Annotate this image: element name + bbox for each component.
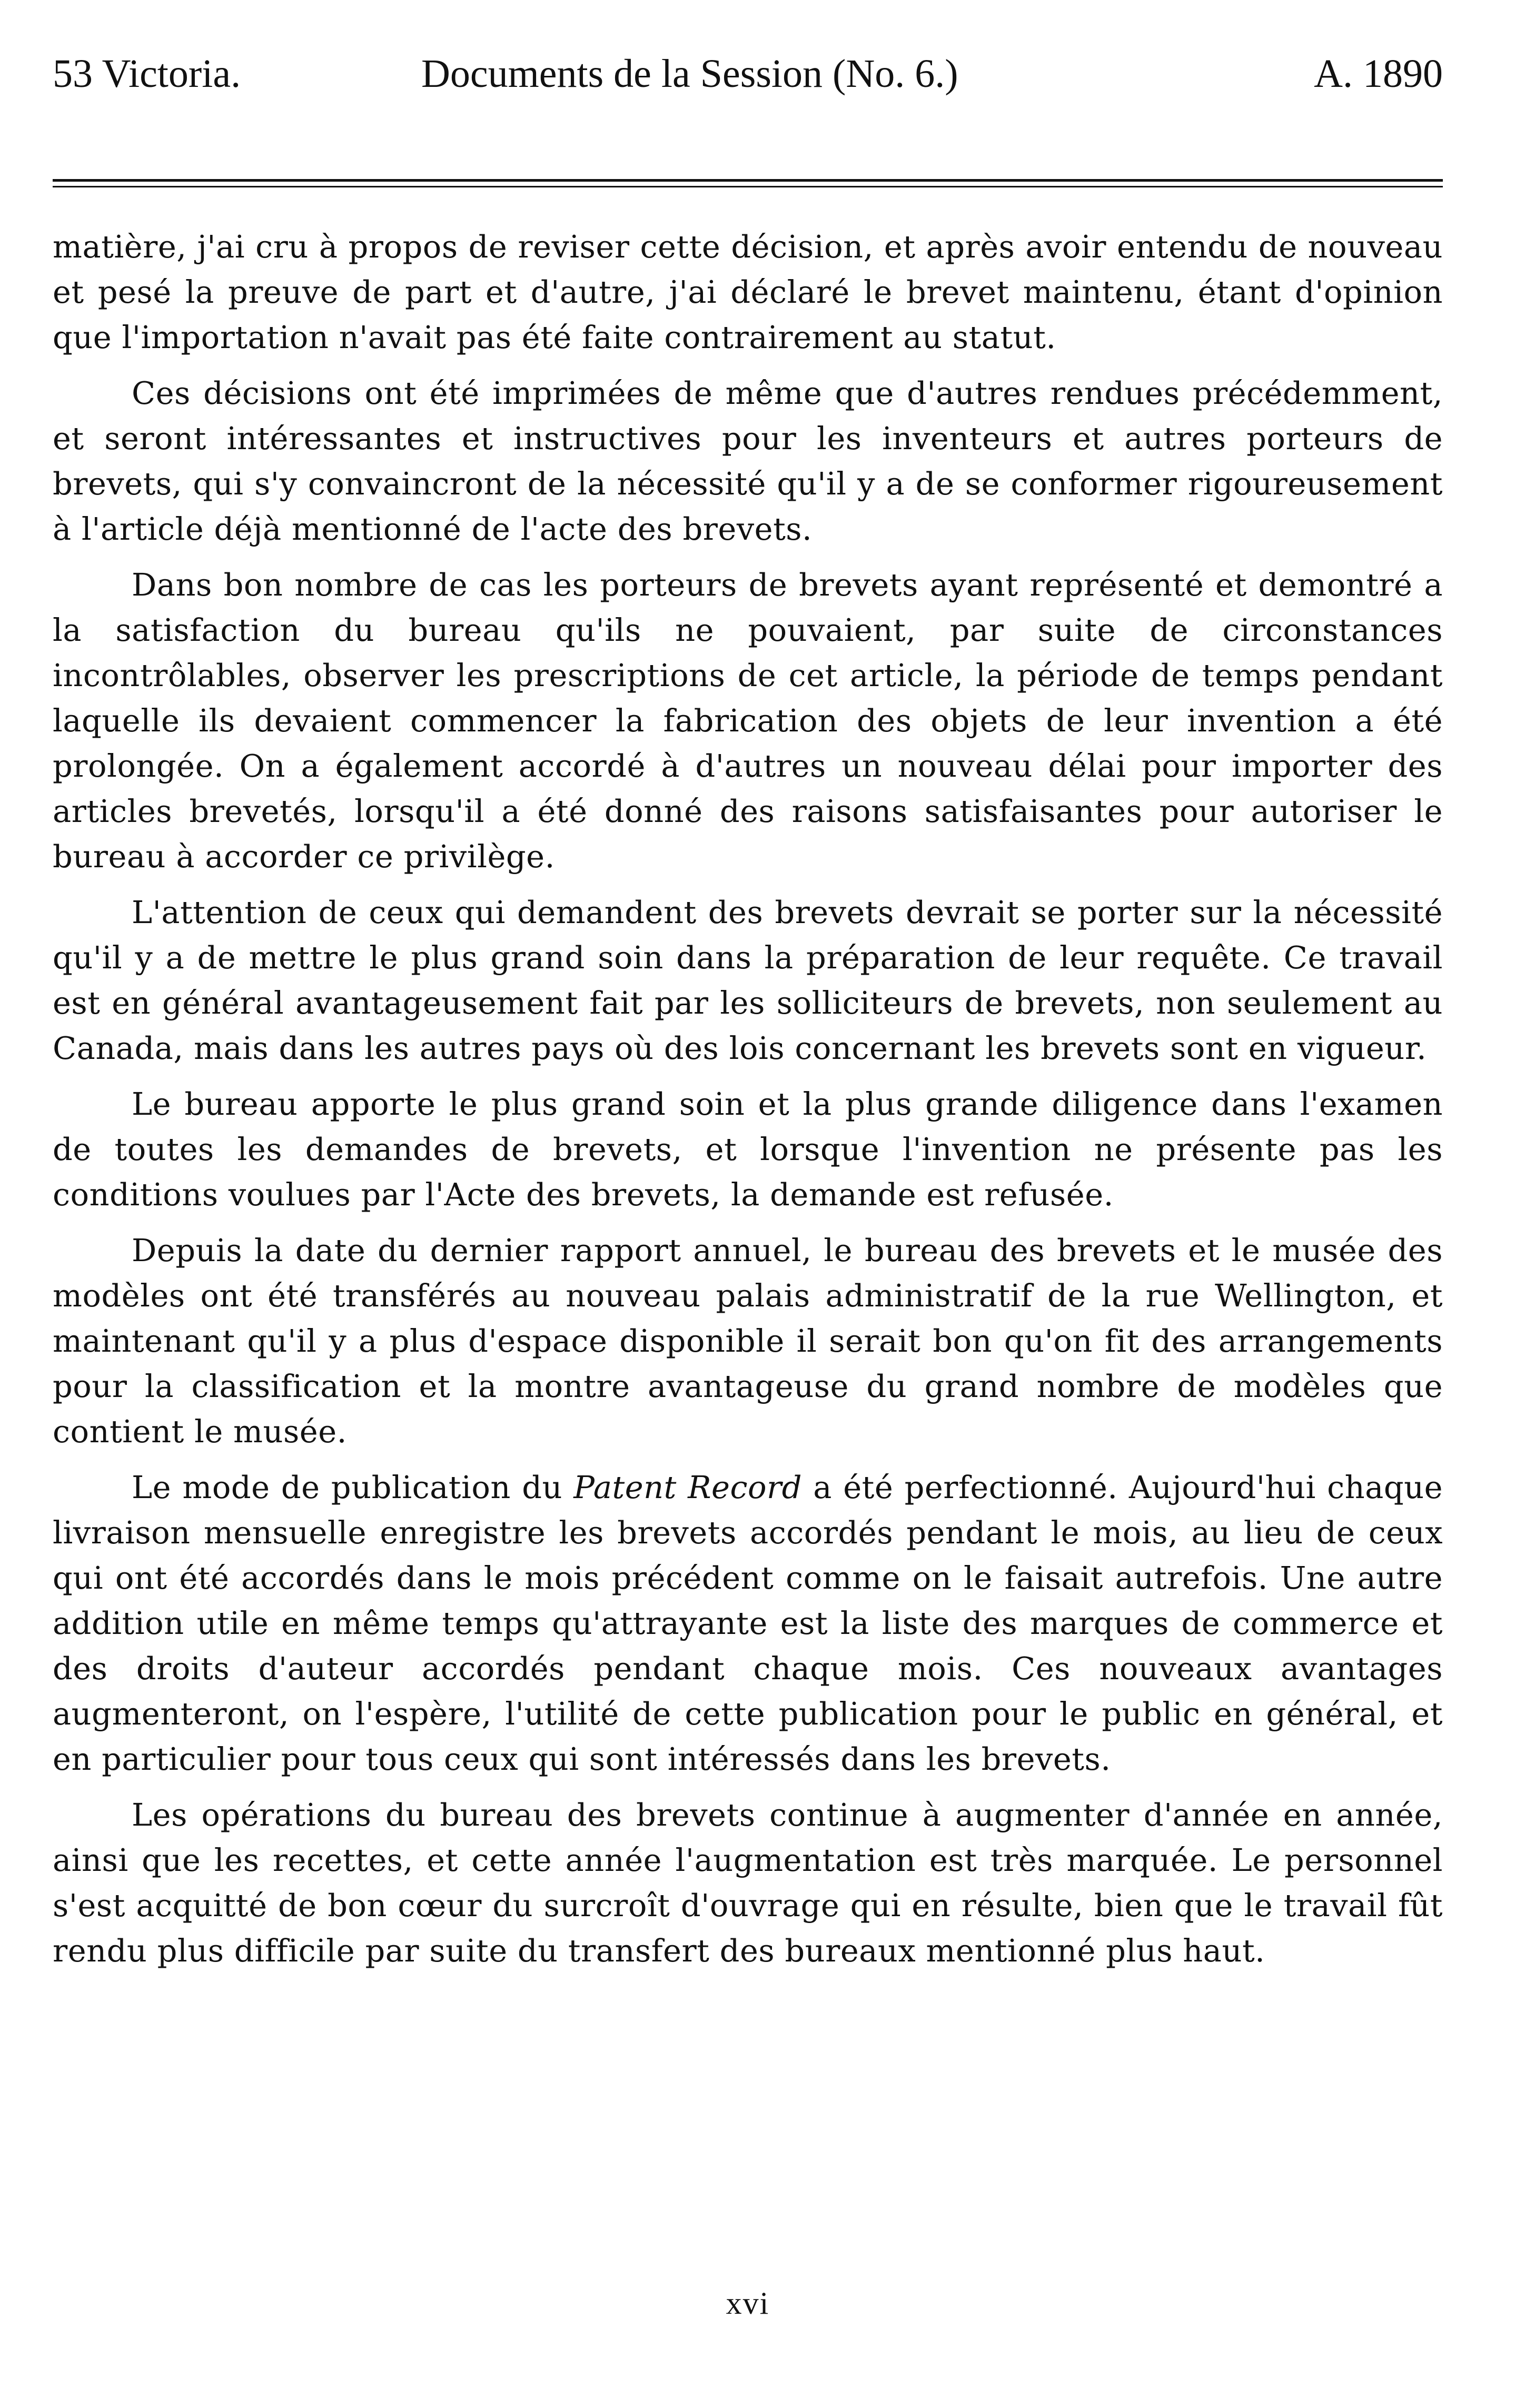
document-page — [53, 37, 1443, 2375]
paragraph-text: a été perfectionné. Aujourd'hui chaque livraison mensuelle enregistre les brevets accordés pendant le mois, au lieu de ceux qui ont été accordés dans le mois précédent comme on le faisait autrefois. Une autre addition utile en même temps qu'attrayante est la liste des marques de commerce et des droits d'auteur accordés pendant chaque mois. Ces nouveaux avantages augmenteront, on l'espère, l'utilité de cette publication pour le public en général, et en particulier pour tous ceux qui sont intéressés dans les brevets. — [53, 1469, 1443, 1777]
header-volume: 53 Victoria. — [53, 52, 241, 96]
paragraph: Les opérations du bureau des brevets continue à augmenter d'année en année, ainsi que les recettes, et cette année l'augmentation est très marquée. Le personnel s'est acquitté de bon cœur du surcroît d'ouvrage qui en résulte, bien que le travail fût rendu plus difficile par suite du transfert des bureaux mentionné plus haut. — [53, 1797, 1443, 1969]
paragraph: matière, j'ai cru à propos de reviser cette décision, et après avoir entendu de nouveau et pesé la preuve de part et d'autre, j'ai déclaré le brevet maintenu, étant d'opinion que l'importation n'avait pas été faite contrairement au statut. — [53, 229, 1443, 355]
header-year: A. 1890 — [1314, 52, 1443, 96]
paragraph-text: Le mode de publication du — [132, 1469, 574, 1505]
header-rule — [53, 179, 1443, 187]
publication-title: Patent Record — [573, 1469, 802, 1505]
paragraph: Le bureau apporte le plus grand soin et la plus grande diligence dans l'examen de toutes les demandes de brevets, et lorsque l'invention ne présente pas les conditions voulues par l'Acte des brevets, la demande est refusée. — [53, 1086, 1443, 1213]
paragraph: L'attention de ceux qui demandent des brevets devrait se porter sur la nécessité qu'il y a de mettre le plus grand soin dans la préparation de leur requête. Ce travail est en général avantageusement fait par les solliciteurs de brevets, non seulement au Canada, mais dans les autres pays où des lois concernant les brevets sont en vigueur. — [53, 894, 1443, 1066]
header-title: Documents de la Session (No. 6.) — [421, 52, 958, 96]
page-number: xvi — [726, 2286, 770, 2321]
paragraph: Depuis la date du dernier rapport annuel, le bureau des brevets et le musée des modèles ont été transférés au nouveau palais administratif de la rue Wellington, et maintenant qu'il y a plus d'espace disponible il serait bon qu'on fit des arrangements pour la classification et la montre avantageuse du grand nombre de modèles que contient le musée. — [53, 1232, 1443, 1450]
running-header — [53, 37, 1443, 111]
paragraph: Ces décisions ont été imprimées de même que d'autres rendues précédemment, et seront intéressantes et instructives pour les inventeurs et autres porteurs de brevets, qui s'y convaincront de la nécessité qu'il y a de se conformer rigoureusement à l'article déjà mentionné de l'acte des brevets. — [53, 375, 1443, 547]
body-text — [53, 224, 1443, 1974]
paragraph: Dans bon nombre de cas les porteurs de brevets ayant représenté et demontré a la satisfaction du bureau qu'ils ne pouvaient, par suite de circonstances incontrôlables, observer les prescriptions de cet article, la période de temps pendant laquelle ils devaient commencer la fabrication des objets de leur invention a été prolongée. On a également accordé à d'autres un nouveau délai pour importer des articles brevetés, lorsqu'il a été donné des raisons satisfaisantes pour autoriser le bureau à accorder ce privilège. — [53, 567, 1443, 875]
paragraph — [53, 1465, 1443, 1782]
